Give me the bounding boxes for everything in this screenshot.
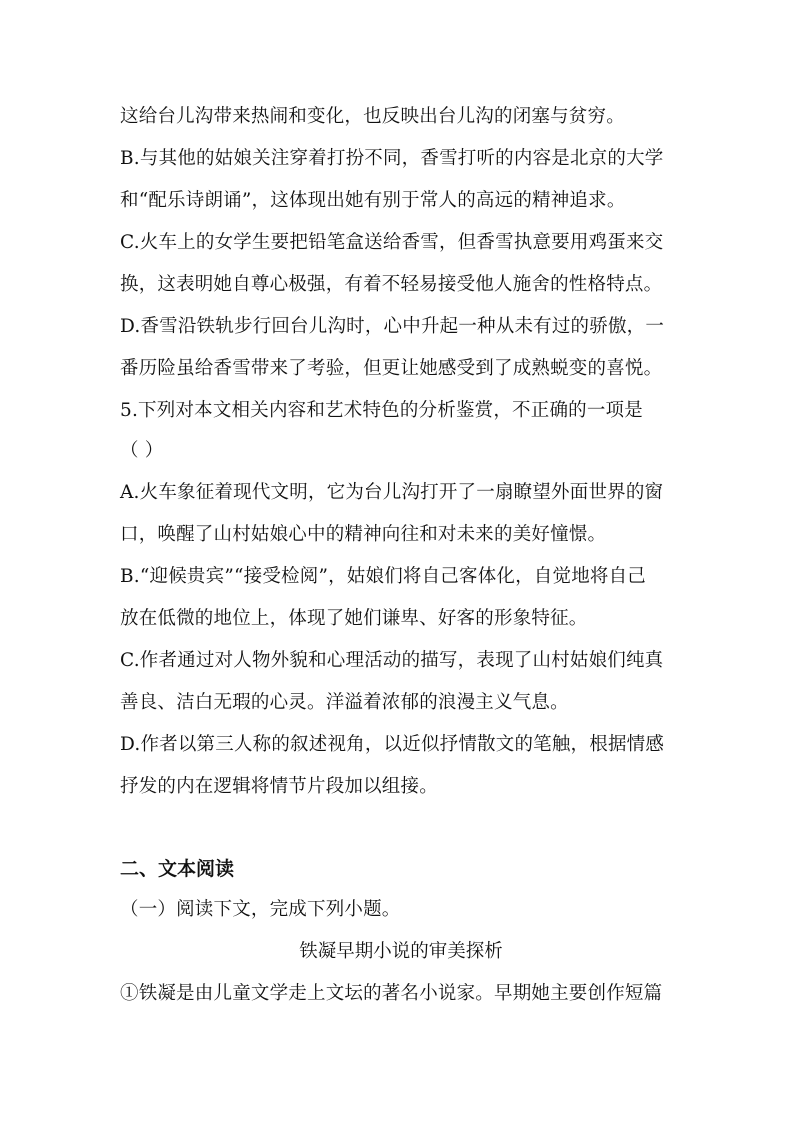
option-c-line-2: 换，这表明她自尊心极强，有着不轻易接受他人施舍的性格特点。 [120, 274, 663, 295]
answer-blank: （ ） [120, 440, 164, 461]
section-heading: 二、文本阅读 [120, 858, 235, 880]
q5-option-d-line-1: D.作者以第三人称的叙述视角，以近似抒情散文的笔触，根据情感 [120, 734, 665, 755]
q5-option-c-line-1: C.作者通过对人物外貌和心理活动的描写，表现了山村姑娘们纯真 [120, 650, 664, 671]
text-line: 这给台儿沟带来热闹和变化，也反映出台儿沟的闭塞与贫穷。 [120, 106, 625, 127]
q5-option-d-line-2: 抒发的内在逻辑将情节片段加以组接。 [120, 776, 438, 797]
q5-option-a-line-2: 口，唤醒了山村姑娘心中的精神向往和对未来的美好憧憬。 [120, 524, 607, 545]
q5-option-b-line-1: B.“迎候贵宾”“接受检阅”，姑娘们将自己客体化，自觉地将自己 [120, 566, 647, 587]
sub-heading: （一）阅读下文，完成下列小题。 [120, 899, 401, 920]
option-b-line-1: B.与其他的姑娘关注穿着打扮不同，香雪打听的内容是北京的大学 [120, 148, 664, 169]
option-d-line-1: D.香雪沿铁轨步行回台儿沟时，心中升起一种从未有过的骄傲，一 [120, 316, 665, 337]
question-5-stem: 5.下列对本文相关内容和艺术特色的分析鉴赏，不正确的一项是 [120, 400, 643, 421]
first-paragraph-line: ①铁凝是由儿童文学走上文坛的著名小说家。早期她主要创作短篇 [120, 983, 663, 1004]
option-b-line-2: 和“配乐诗朗诵”，这体现出她有别于常人的高远的精神追求。 [120, 190, 626, 211]
q5-option-c-line-2: 善良、洁白无瑕的心灵。洋溢着浓郁的浪漫主义气息。 [120, 692, 569, 713]
option-c-line-1: C.火车上的女学生要把铅笔盒送给香雪，但香雪执意要用鸡蛋来交 [120, 232, 664, 253]
article-title: 铁凝早期小说的审美探析 [299, 941, 503, 962]
q5-option-b-line-2: 放在低微的地位上，体现了她们谦卑、好客的形象特征。 [120, 608, 588, 629]
q5-option-a-line-1: A.火车象征着现代文明，它为台儿沟打开了一扇瞭望外面世界的窗 [120, 482, 664, 503]
option-d-line-2: 番历险虽给香雪带来了考验，但更让她感受到了成熟蜕变的喜悦。 [120, 358, 663, 379]
